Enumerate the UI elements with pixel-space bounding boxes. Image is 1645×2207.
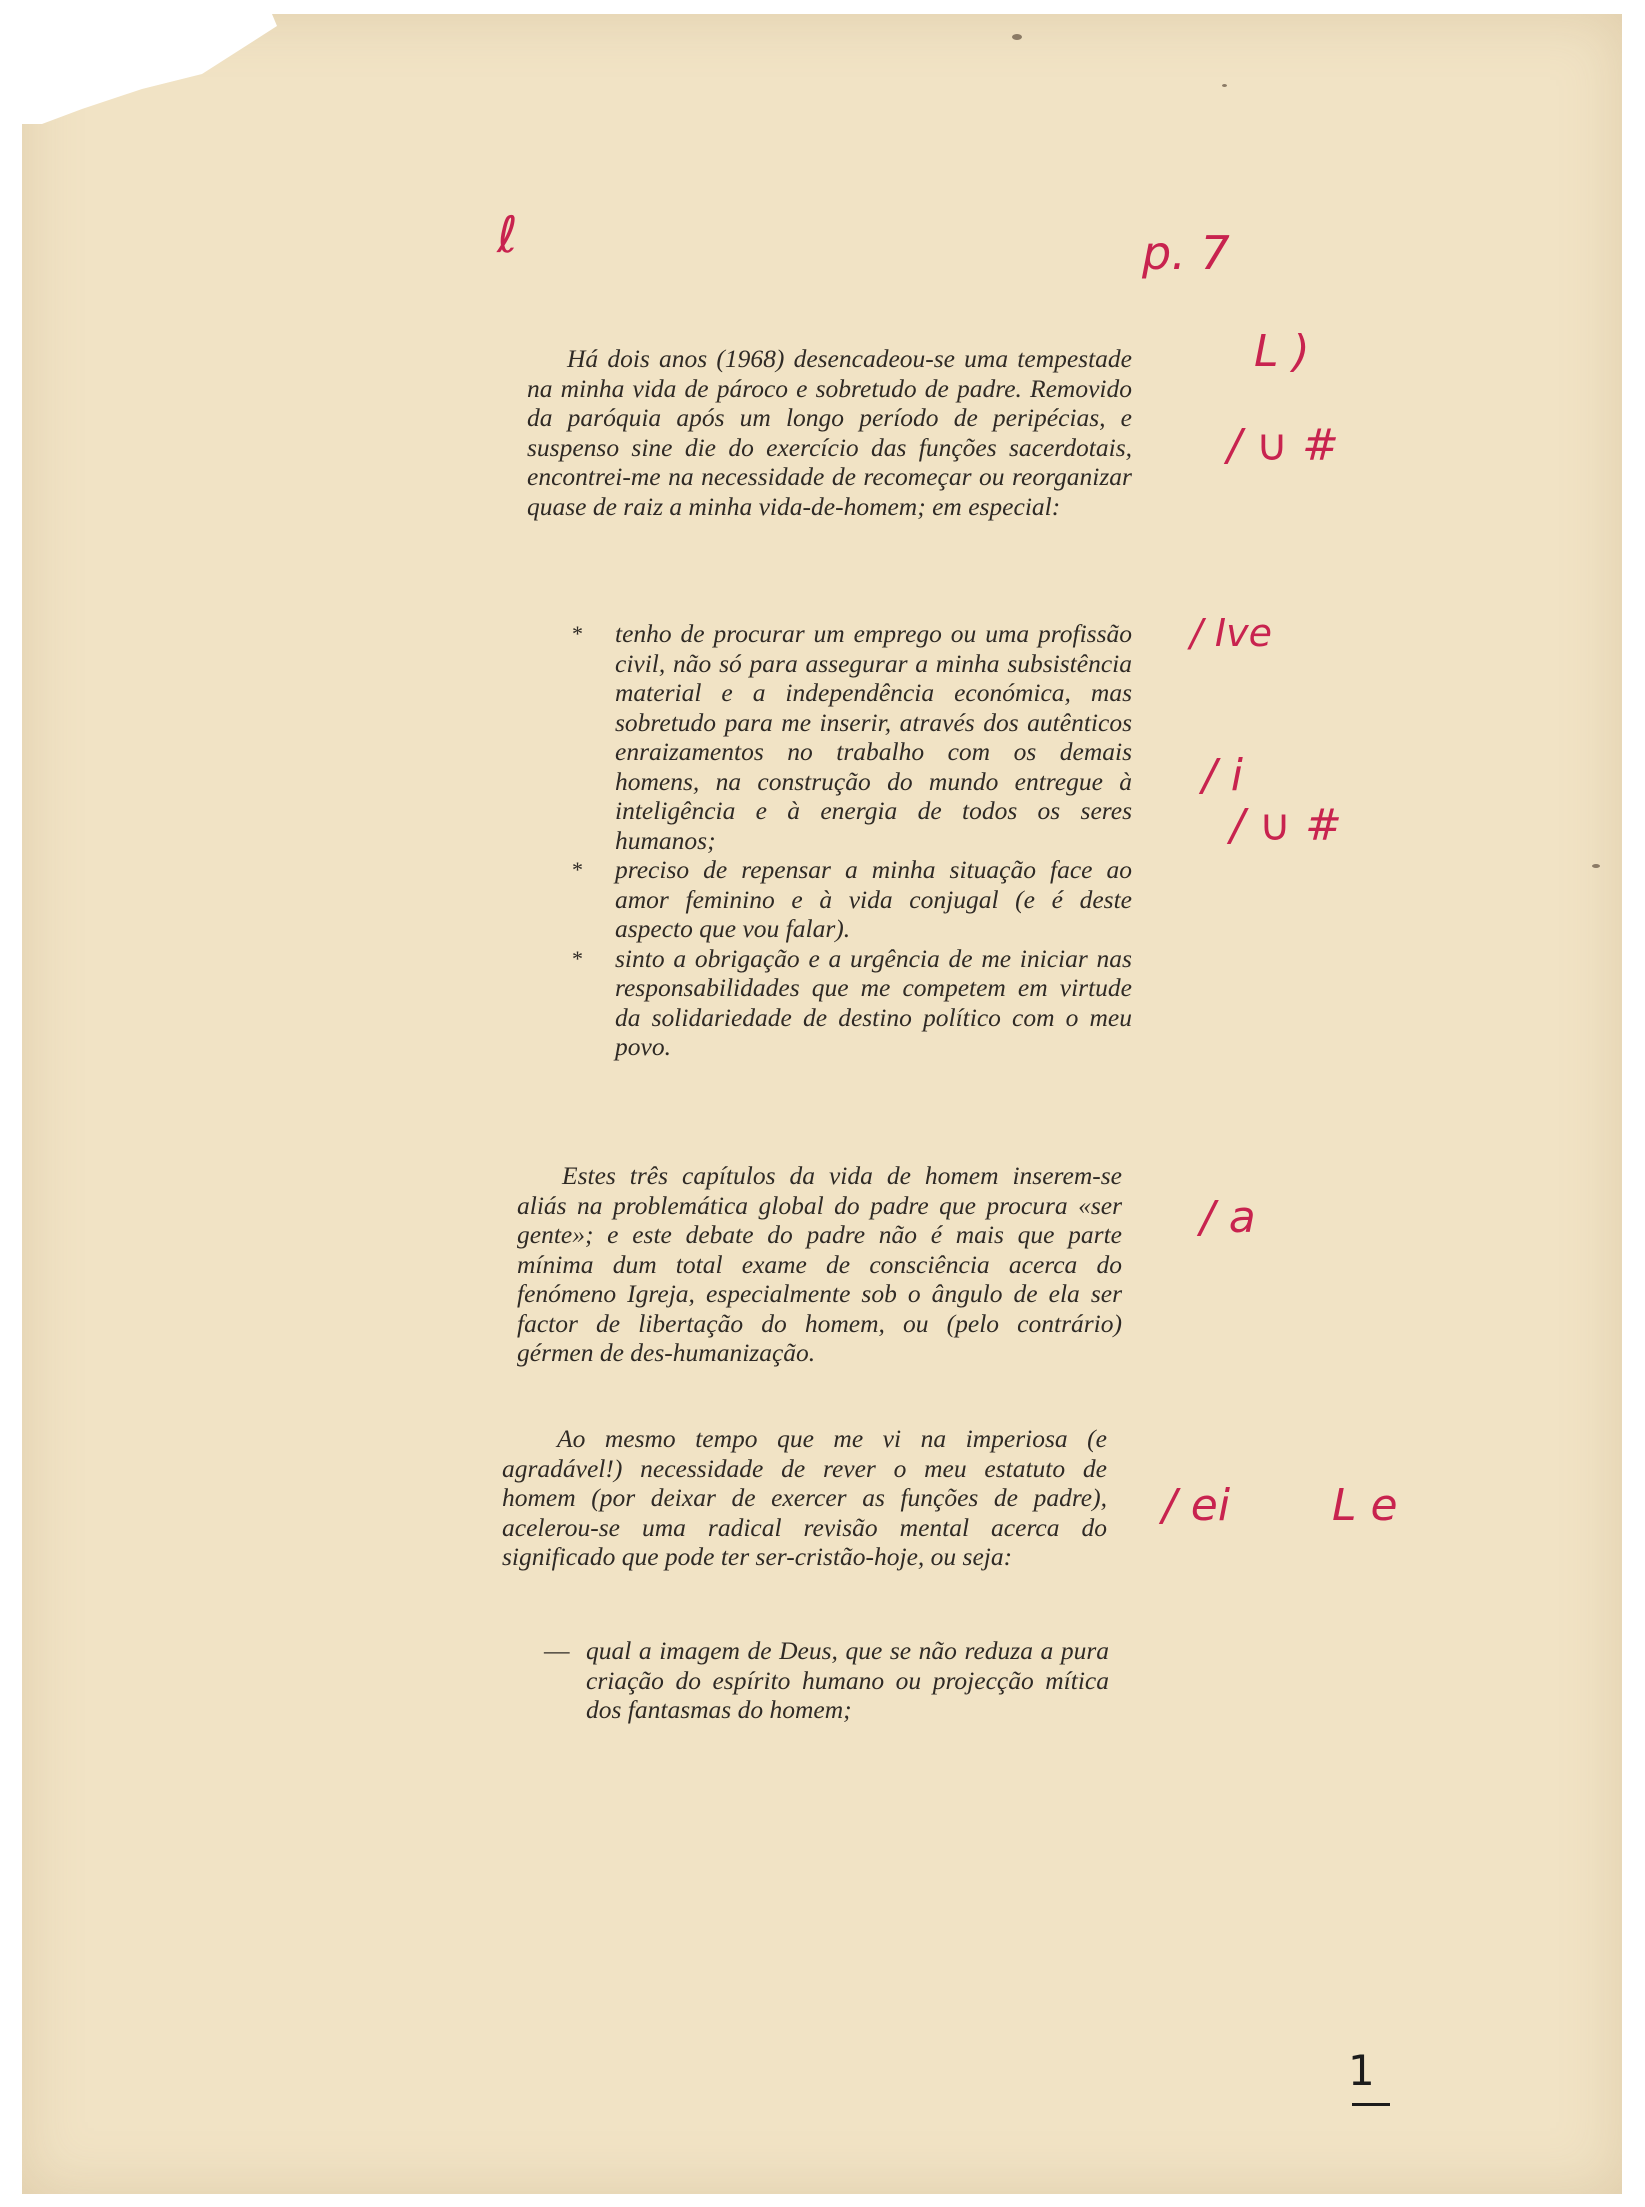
paper-speck [1592,864,1600,868]
bullet-list [572,619,1132,1062]
paragraph-3-text: Ao mesmo tempo que me vi na imperiosa (e agradável!) necessidade de rever o meu estatuto de homem (por deixar de exercer as funções de padre), acelerou-se uma radical revisão mental acerca do significado que pode ter ser-cristão-hoje, ou seja: [502,1424,1107,1571]
page-number-underline [1352,2103,1390,2106]
bullet-item-1 [572,619,1132,855]
bullet-text-2: preciso de repensar a minha situação face ao amor feminino e à vida conjugal (e é deste aspecto que vou falar). [615,855,1132,943]
bullet-item-3 [572,944,1132,1062]
paper-speck [1012,34,1022,40]
bullet-text-1: tenho de procurar um emprego ou uma profissão civil, não só para assegurar a minha subsistência material e a independência económica, mas sobretudo para me inserir, através dos autênticos enraizamentos no trabalho com os demais homens, na construção do mundo entregue à inteligência e à energia de todos os seres humanos; [615,619,1132,855]
margin-mark-6: / a [1200,1192,1256,1243]
dash-item-text: qual a imagem de Deus, que se não reduza a pura criação do espírito humano ou projecção mítica dos fantasmas do homem; [586,1636,1109,1724]
bullet-star: * [572,621,583,646]
paper-sheet [22,14,1622,2194]
paragraph-2-text: Estes três capítulos da vida de homem inserem-se aliás na problemática global do padre que procura «ser gente»; e este debate do padre não é mais que parte mínima dum total exame de consciência acerca do fenómeno Igreja, especialmente sob o ângulo de ela ser factor de libertação do homem, ou (pelo contrário) gérmen de des-humanização. [517,1161,1122,1367]
page-number: 1 [1348,2046,1375,2095]
dash-item [544,1636,1109,1725]
bullet-star: * [572,945,583,971]
paragraph-2 [517,1161,1122,1368]
bullet-item-2 [572,855,1132,944]
dash-symbol: — [544,1636,570,1665]
paragraph-1 [527,344,1132,521]
margin-mark-4: / i [1202,750,1244,801]
bullet-text-3: sinto a obrigação e a urgência de me iniciar nas responsabilidades que me competem em virtude da solidariedade de destino político com o meu povo. [615,943,1132,1061]
margin-mark-8: L e [1332,1480,1398,1531]
page-ref-mark: p. 7 [1142,226,1230,280]
paper-speck [1222,84,1227,87]
margin-mark-3: / Ive [1190,611,1272,655]
paragraph-1-text: Há dois anos (1968) desencadeou-se uma tempestade na minha vida de pároco e sobretudo de padre. Removido da paróquia após um longo período de peripécias, e suspenso sine die do exercício das funções sacerdotais, encontrei-me na necessidade de recomeçar ou reorganizar quase de raiz a minha vida-de-homem; em especial: [527,344,1132,521]
torn-corner [22,14,302,124]
bullet-star: * [572,857,583,882]
margin-mark-2: / ∪ # [1227,420,1339,471]
margin-mark-5: / ∪ # [1230,800,1342,851]
paragraph-3 [502,1424,1107,1572]
top-left-mark: ℓ [497,206,518,264]
margin-mark-1: L ) [1254,326,1310,377]
margin-mark-7: / ei [1162,1480,1231,1531]
